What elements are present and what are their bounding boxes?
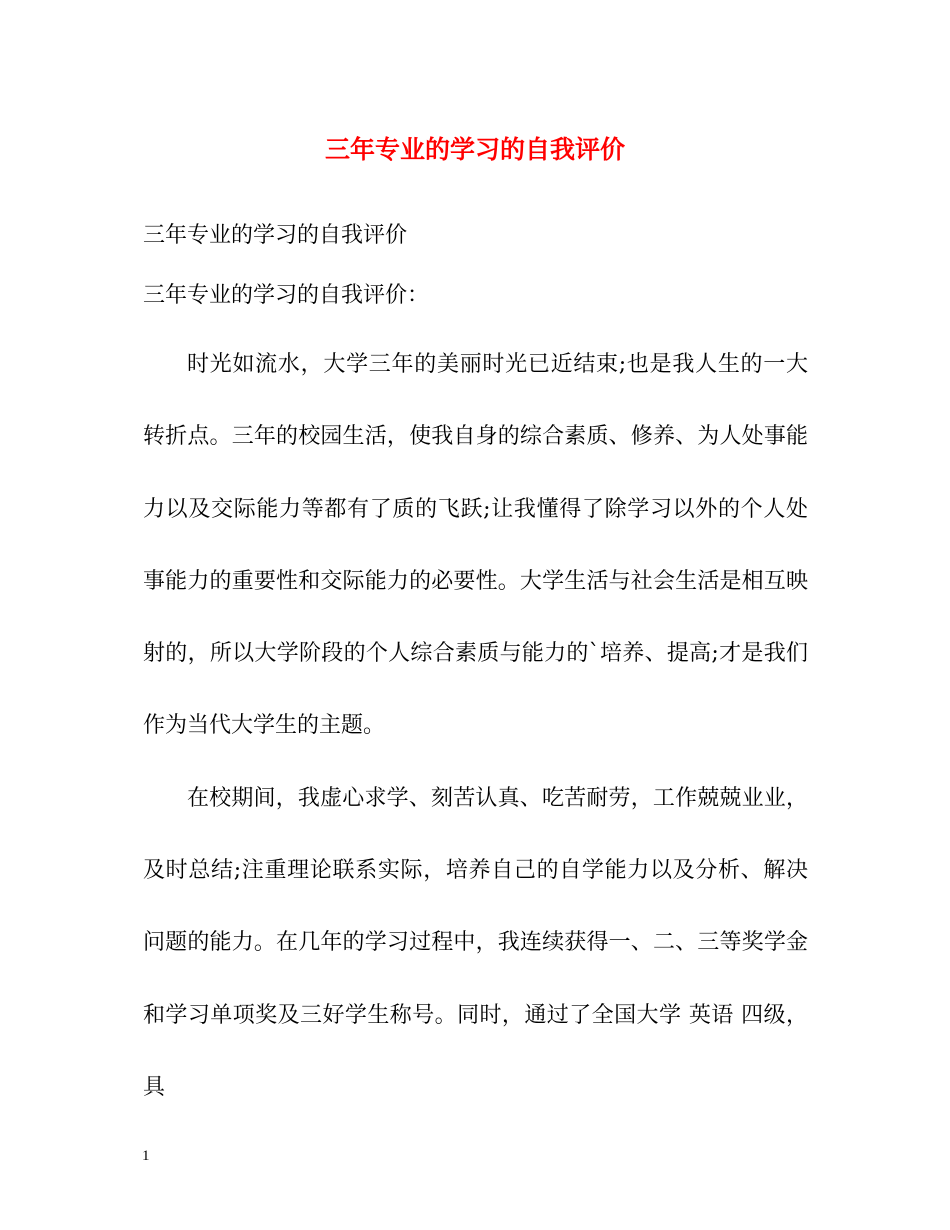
paragraph-1: 时光如流水，大学三年的美丽时光已近结束;也是我人生的一大转折点。三年的校园生活，使我自身的综合素质、修养、为人处事能力以及交际能力等都有了质的飞跃;让我懂得了除学习以外的个人处事能力的重要性和交际能力的必要性。大学生活与社会生活是相互映射的，所以大学阶段的个人综合素质与能力的`培养、提高;才是我们作为当代大学生的主题。 [143,352,808,739]
page-number: 1 [142,1148,150,1164]
paragraph-2: 在校期间，我虚心求学、刻苦认真、吃苦耐劳，工作兢兢业业，及时总结;注重理论联系实际，培养自己的自学能力以及分析、解决问题的能力。在几年的学习过程中，我连续获得一、二、三等奖学金和学习单项奖及三好学生称号。同时，通过了全国大学 英语 四级，具 [143,785,808,1100]
subtitle-line: 三年专业的学习的自我评价 [143,223,408,248]
intro-line: 三年专业的学习的自我评价： [143,283,430,308]
body-text [143,329,808,1124]
document-title: 三年专业的学习的自我评价 [324,135,625,164]
